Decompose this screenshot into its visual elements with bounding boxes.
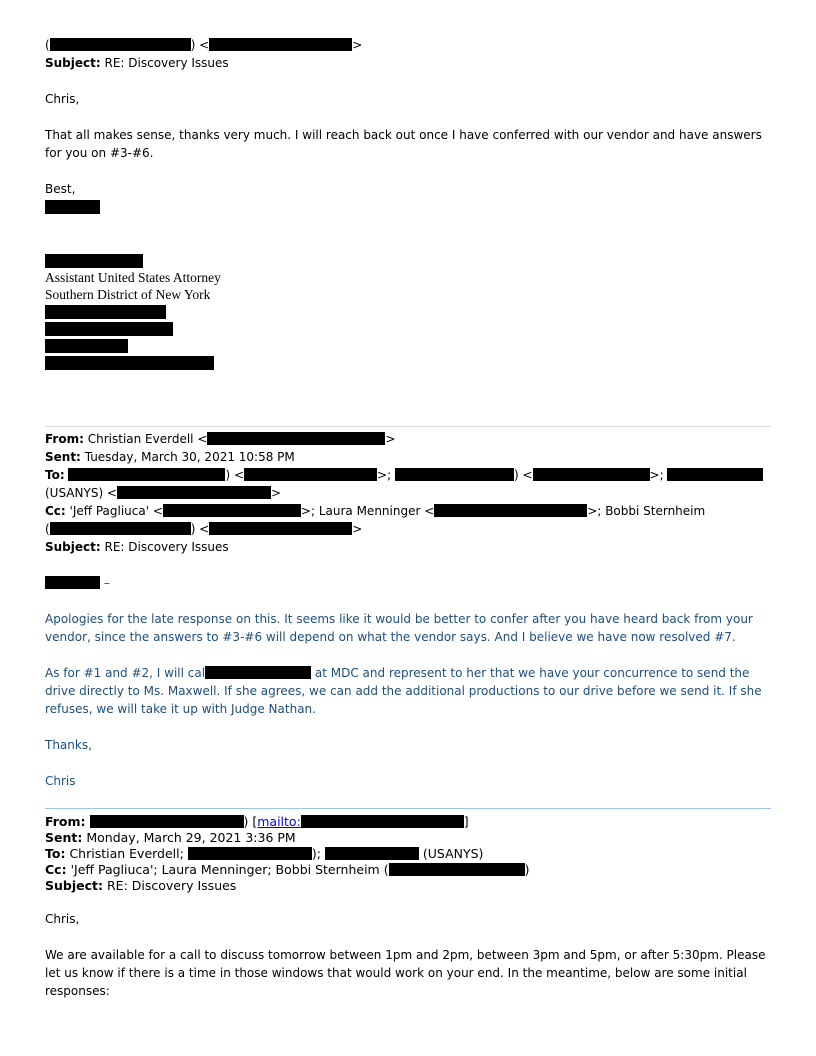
redaction-block: [45, 305, 166, 319]
redaction-block: [163, 504, 301, 517]
email3-cc-line: Cc: 'Jeff Pagliuca'; Laura Menninger; Bobbi Sternheim ( ): [45, 862, 530, 877]
email2-subject-line: Subject: RE: Discovery Issues: [45, 540, 229, 554]
email3-body: We are available for a call to discuss tomorrow between 1pm and 2pm, between 3pm and 5pm, or after 5:30pm. Please let us know if there is a time in those windows that would work on your end. In the meantime, below are some initial responses:: [45, 948, 766, 998]
signature-name-redaction: [45, 254, 771, 269]
redaction-block: [117, 486, 271, 499]
redaction-block: [209, 38, 352, 51]
email2-paragraph-2: As for #1 and #2, I will cal at MDC and represent to her that we have your concurrence to send the drive directly to Ms. Maxwell. If she agrees, we can add the additional productions to our drive before we send it. If she refuses, we will take it up with Judge Nathan.: [45, 666, 762, 716]
email1-closing: Best,: [45, 182, 76, 196]
redaction-block: [205, 666, 311, 679]
signature-office: Southern District of New York: [45, 287, 211, 302]
redaction-block: [68, 468, 225, 481]
redaction-block: [90, 815, 244, 828]
email3-greeting: Chris,: [45, 912, 80, 926]
redaction-block: [434, 504, 587, 517]
email2-paragraph-1: Apologies for the late response on this. It seems like it would be better to confer after you have heard back from your vendor, since the answers to #3-#6 will depend on what the vendor says. And I believe we have now resolved #7.: [45, 612, 753, 644]
redaction-block: [209, 522, 352, 535]
divider: [45, 426, 771, 427]
redaction-block: [50, 522, 191, 535]
email3-subject-line: Subject: RE: Discovery Issues: [45, 878, 237, 893]
redaction-block: [244, 468, 377, 481]
signature-redaction-2: [45, 322, 771, 337]
email2-cc-line-2: ( ) < >: [45, 522, 363, 536]
redaction-block: [207, 432, 385, 445]
email3-from-line: From: ) [mailto: ]: [45, 814, 469, 829]
email2-to-line: To: ) < >; ) < >;: [45, 466, 771, 484]
email1-signer-redaction: [45, 200, 771, 215]
email1-body: That all makes sense, thanks very much. I will reach back out once I have conferred with our vendor and have answers for you on #3-#6.: [45, 128, 762, 160]
email1-subject-line: Subject: RE: Discovery Issues: [45, 56, 229, 70]
redaction-block: [667, 468, 763, 481]
email2-signature: Chris: [45, 774, 76, 788]
signature-redaction-3: [45, 339, 771, 354]
redaction-block: [533, 468, 650, 481]
divider: [45, 808, 771, 809]
email2-greeting: –: [45, 574, 771, 592]
redaction-block: [188, 847, 312, 860]
redaction-block: [389, 863, 525, 876]
email1-greeting: Chris,: [45, 92, 80, 106]
email3-header: [45, 814, 771, 894]
redaction-block: [45, 339, 128, 353]
email2-cc-line: Cc: 'Jeff Pagliuca' < >; Laura Menninger < >; Bobbi Sternheim: [45, 504, 706, 518]
email3-sent-line: Sent: Monday, March 29, 2021 3:36 PM: [45, 830, 296, 845]
email2-to-line-2: (USANYS) < >: [45, 486, 282, 500]
email1-recipient-line: ( ) < >: [45, 38, 363, 52]
signature-redaction-1: [45, 305, 771, 320]
redaction-block: [45, 356, 214, 370]
redaction-block: [45, 576, 100, 589]
signature-title: Assistant United States Attorney: [45, 270, 221, 285]
email2-sent-line: Sent: Tuesday, March 30, 2021 10:58 PM: [45, 450, 295, 464]
redaction-block: [45, 322, 173, 336]
redaction-block: [45, 200, 100, 214]
email3-to-line: To: Christian Everdell; ); (USANYS): [45, 846, 484, 861]
signature-redaction-4: [45, 356, 771, 371]
redaction-block: [325, 847, 419, 860]
redaction-block: [301, 815, 464, 828]
redaction-block: [45, 254, 143, 268]
email2-from-line: From: Christian Everdell < >: [45, 432, 396, 446]
redaction-block: [395, 468, 514, 481]
email2-thanks: Thanks,: [45, 738, 92, 752]
redaction-block: [50, 38, 191, 51]
mailto-link[interactable]: mailto:: [257, 814, 301, 829]
